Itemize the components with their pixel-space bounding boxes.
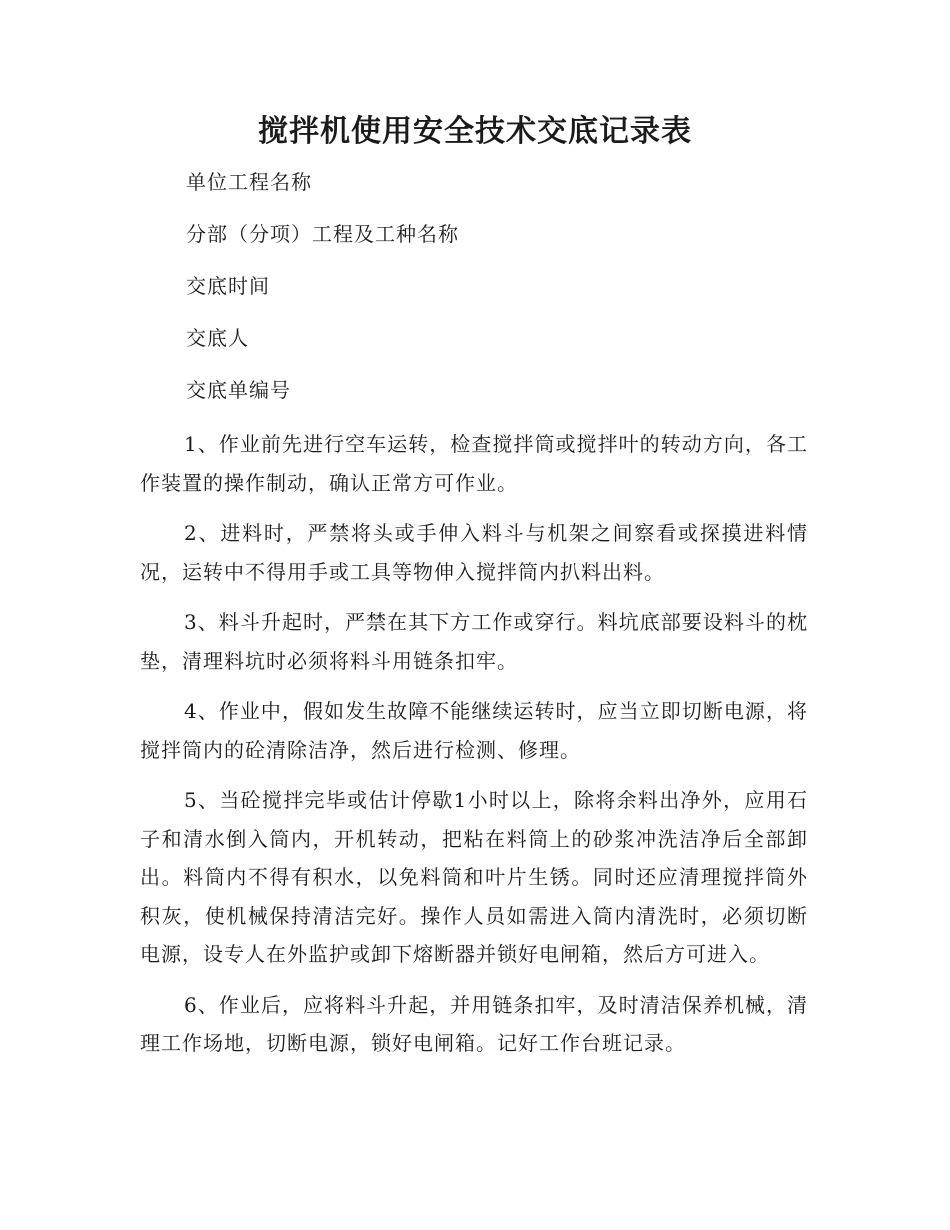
field-briefing-number: 交底单编号 (186, 378, 291, 402)
header-fields (186, 166, 836, 426)
safety-item-4: 4、作业中，假如发生故障不能继续运转时，应当立即切断电源，将搅拌筒内的砼清除洁净，然后进行检测、修理。 (140, 699, 808, 762)
safety-item-5: 5、当砼搅拌完毕或估计停歇1小时以上，除将余料出净外，应用石子和清水倒入筒内，开机转动，把粘在料筒上的砂浆冲洗洁净后全部卸出。料筒内不得有积水，以免料筒和叶片生锈。同时还应清理搅拌筒外积灰，使机械保持清洁完好。操作人员如需进入筒内清洗时，必须切断电源，设专人在外监护或卸下熔断器并锁好电闸箱，然后方可进入。 (140, 788, 808, 966)
safety-item-6: 6、作业后，应将料斗升起，并用链条扣牢，及时清洁保养机械，清理工作场地，切断电源，锁好电闸箱。记好工作台班记录。 (140, 992, 808, 1055)
field-briefing-person: 交底人 (186, 326, 249, 350)
safety-item-2: 2、进料时，严禁将头或手伸入料斗与机架之间察看或探摸进料情况，运转中不得用手或工具等物伸入搅拌筒内扒料出料。 (140, 521, 808, 584)
field-subproject-and-trade: 分部（分项）工程及工种名称 (186, 222, 459, 246)
field-briefing-time: 交底时间 (186, 274, 270, 298)
safety-item-1: 1、作业前先进行空车运转，检查搅拌筒或搅拌叶的转动方向，各工作装置的操作制动，确认正常方可作业。 (140, 432, 808, 495)
field-unit-project-name: 单位工程名称 (186, 170, 312, 194)
document-title: 搅拌机使用安全技术交底记录表 (258, 114, 692, 149)
safety-item-3: 3、料斗升起时，严禁在其下方工作或穿行。料坑底部要设料斗的枕垫，清理料坑时必须将料斗用链条扣牢。 (140, 610, 808, 673)
safety-items (140, 425, 808, 1075)
